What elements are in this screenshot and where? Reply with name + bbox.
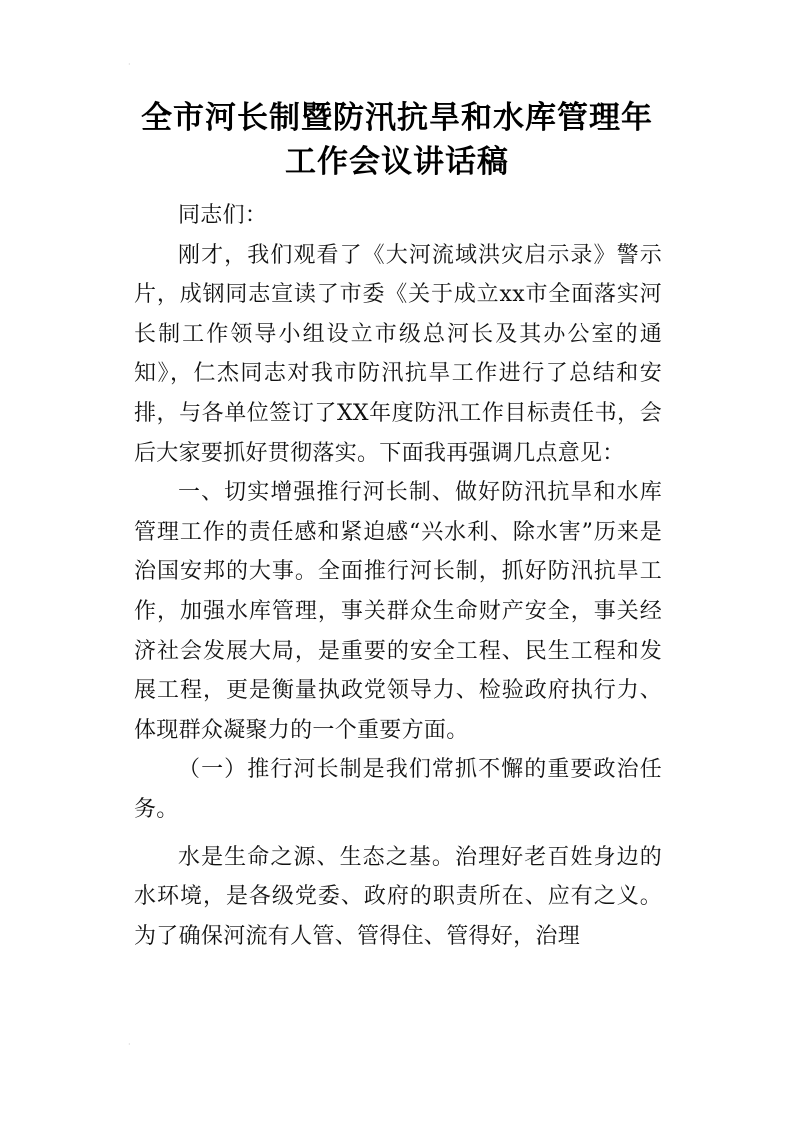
body-paragraph-section-1: 一、切实增强推行河长制、做好防汛抗旱和水库管理工作的责任感和紧迫感“兴水利、除水害”历来是治国安邦的大事。全面推行河长制，抓好防汛抗旱工作，加强水库管理，事关群众生命财产安全，事关经济社会发展大局，是重要的安全工程、民生工程和发展工程，更是衡量执政党领导力、检验政府执行力、体现群众凝聚力的一个重要方面。 [134,480,662,743]
salutation: 同志们： [178,203,268,228]
corner-mark-top: · [128,60,131,69]
body-paragraph-intro: 刚才，我们观看了《大河流域洪灾启示录》警示片，成钢同志宣读了市委《关于成立xx市全面落实河长制工作领导小组设立市级总河长及其办公室的通知》，仁杰同志对我市防汛抗旱工作进行了总结和安排，与各单位签订了XX年度防汛工作目标责任书，会后大家要抓好贯彻落实。下面我再强调几点意见： [134,242,662,466]
document-title [120,96,674,184]
body-paragraph-water: 水是生命之源、生态之基。治理好老百姓身边的水环境，是各级党委、政府的职责所在、应有之义。为了确保河流有人管、管得住、管得好，治理 [134,844,662,949]
document-body [134,196,662,956]
body-paragraph-subsection-1: （一）推行河长制是我们常抓不懈的重要政治任务。 [134,757,662,822]
title-line-2: 工作会议讲话稿 [285,144,509,180]
title-line-1: 全市河长制暨防汛抗旱和水库管理年 [141,100,653,136]
corner-mark-bottom: · [128,1040,131,1049]
